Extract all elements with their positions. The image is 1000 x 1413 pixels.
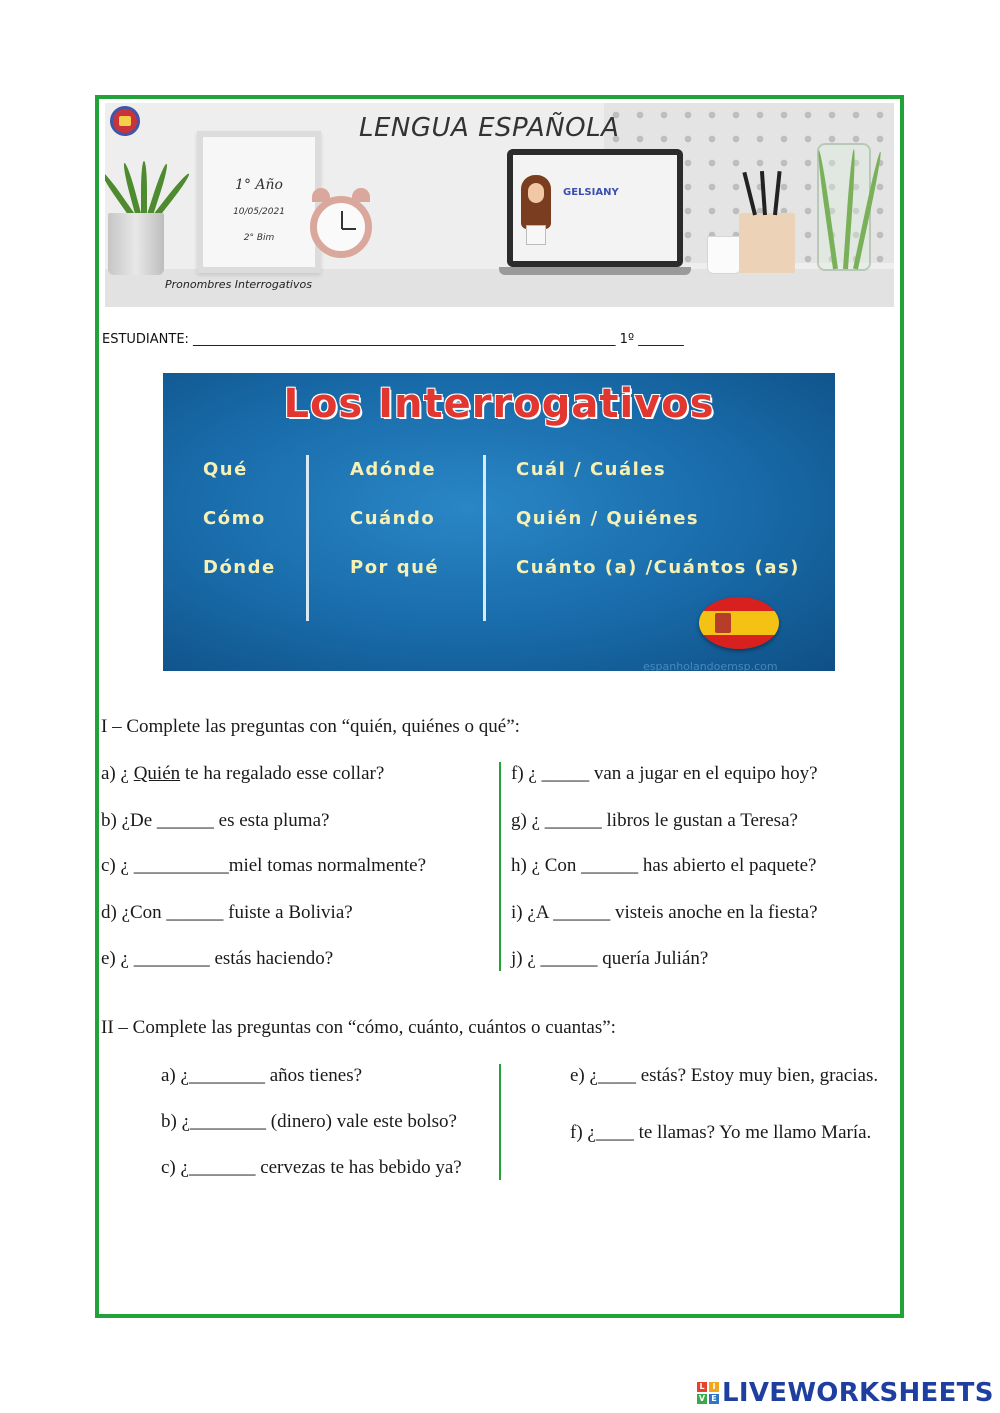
worksheet-date: 10/05/2021	[233, 207, 285, 217]
poster-column-3	[516, 459, 800, 606]
question-2e[interactable]: e) ¿____ estás? Estoy muy bien, gracias.	[570, 1065, 879, 1086]
alarm-clock-icon	[310, 196, 372, 258]
teacher-avatar	[521, 175, 551, 245]
worksheet-topic: Pronombres Interrogativos	[165, 278, 312, 291]
brand-name: LIVEWORKSHEETS	[722, 1378, 994, 1408]
question-1h[interactable]: h) ¿ Con ______ has abierto el paquete?	[511, 855, 817, 876]
question-1j[interactable]: j) ¿ ______ quería Julián?	[511, 948, 709, 969]
school-logo-icon	[110, 106, 140, 136]
poster-word: Adónde	[350, 459, 437, 480]
logo-letter: E	[709, 1394, 719, 1404]
question-1e[interactable]: e) ¿ ________ estás haciendo?	[101, 948, 334, 969]
poster-title: Los Interrogativos	[283, 381, 715, 427]
poster-source-watermark: espanholandoemsp.com	[643, 660, 778, 671]
poster-word: Cuál / Cuáles	[516, 459, 667, 480]
grade-year: 1° Año	[235, 177, 283, 193]
question-2f[interactable]: f) ¿____ te llamas? Yo me llamo María.	[570, 1122, 872, 1143]
question-2c[interactable]: c) ¿_______ cervezas te has bebido ya?	[161, 1157, 462, 1178]
plant-pot-icon	[108, 213, 164, 275]
poster-word: Quién / Quiénes	[516, 508, 700, 529]
section-2-divider	[499, 1064, 501, 1180]
question-2a[interactable]: a) ¿________ años tienes?	[161, 1065, 363, 1086]
pencil-cup-icon	[739, 213, 795, 273]
spain-flag-icon	[699, 597, 779, 649]
liveworksheets-brand[interactable]	[697, 1378, 994, 1408]
poster-column-2	[350, 459, 439, 606]
section-2-heading: II – Complete las preguntas con “cómo, cuánto, cuántos o cuantas”:	[101, 1017, 616, 1038]
poster-word: Cuánto (a) /Cuántos (as)	[516, 557, 800, 578]
question-2b[interactable]: b) ¿________ (dinero) vale este bolso?	[161, 1111, 457, 1132]
liveworksheets-logo-icon	[697, 1382, 719, 1404]
poster-divider	[306, 455, 309, 621]
laptop-screen	[513, 155, 677, 261]
vase-icon	[817, 143, 871, 271]
poster-column-1	[203, 459, 276, 606]
question-suffix: te ha regalado esse collar?	[180, 763, 385, 784]
mug-icon	[707, 236, 741, 274]
poster-word: Dónde	[203, 557, 276, 578]
question-1b[interactable]: b) ¿De ______ es esta pluma?	[101, 810, 330, 831]
photo-frame-card	[197, 131, 321, 273]
poster-word: Qué	[203, 459, 248, 480]
section-1-heading: I – Complete las preguntas con “quién, quiénes o qué”:	[101, 716, 520, 737]
question-1g[interactable]: g) ¿ ______ libros le gustan a Teresa?	[511, 810, 798, 831]
question-prefix: a) ¿	[101, 763, 134, 784]
logo-letter: V	[698, 1394, 706, 1403]
header-banner	[105, 103, 894, 307]
question-1d[interactable]: d) ¿Con ______ fuiste a Bolivia?	[101, 902, 353, 923]
laptop-icon	[507, 149, 683, 267]
question-1a	[101, 763, 384, 785]
student-name-line[interactable]: ESTUDIANTE: _________________________________________________________________ 1º _______	[102, 332, 684, 347]
question-1f[interactable]: f) ¿ _____ van a jugar en el equipo hoy?	[511, 763, 818, 784]
teacher-name: GELSIANY	[563, 187, 619, 198]
poster-divider	[483, 455, 486, 621]
question-1c[interactable]: c) ¿ __________miel tomas normalmente?	[101, 855, 427, 876]
interrogatives-poster	[163, 373, 835, 671]
poster-word: Cómo	[203, 508, 266, 529]
logo-letter: L	[697, 1382, 707, 1392]
subject-title: LENGUA ESPAÑOLA	[359, 113, 620, 143]
logo-letter: I	[709, 1382, 719, 1392]
plant-icon	[105, 151, 183, 221]
answer-field[interactable]: Quién	[133, 763, 181, 784]
poster-word: Cuándo	[350, 508, 436, 529]
section-1-divider	[499, 762, 501, 971]
term-period: 2° Bim	[243, 233, 275, 243]
poster-word: Por qué	[350, 557, 440, 578]
question-1i[interactable]: i) ¿A ______ visteis anoche en la fiesta?	[511, 902, 818, 923]
laptop-base	[499, 267, 691, 275]
